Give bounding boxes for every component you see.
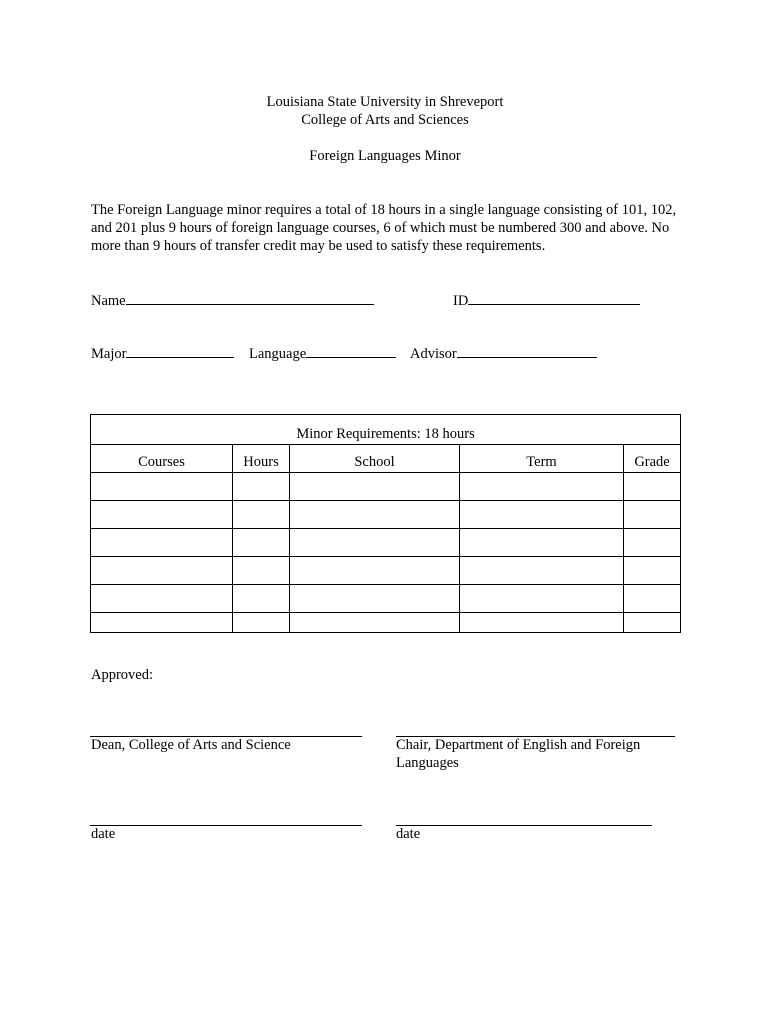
table-cell[interactable] xyxy=(460,557,624,585)
table-cell[interactable] xyxy=(91,529,233,557)
table-cell[interactable] xyxy=(290,557,460,585)
id-label: ID xyxy=(453,293,469,309)
table-cell[interactable] xyxy=(290,473,460,501)
column-header-hours: Hours xyxy=(233,445,290,473)
language-label: Language xyxy=(249,346,307,362)
language-field[interactable] xyxy=(249,343,396,363)
table-title: Minor Requirements: 18 hours xyxy=(91,415,681,445)
chair-date-label: date xyxy=(396,826,421,842)
table-row xyxy=(91,613,681,633)
table-cell[interactable] xyxy=(233,585,290,613)
college-name: College of Arts and Sciences xyxy=(301,112,469,128)
advisor-label: Advisor xyxy=(410,346,457,362)
major-field[interactable] xyxy=(91,343,234,363)
table-cell[interactable] xyxy=(290,613,460,633)
table-cell[interactable] xyxy=(233,501,290,529)
column-header-term: Term xyxy=(460,445,624,473)
table-cell[interactable] xyxy=(460,501,624,529)
table-cell[interactable] xyxy=(624,473,681,501)
table-cell[interactable] xyxy=(290,585,460,613)
name-field[interactable] xyxy=(91,290,374,310)
table-cell[interactable] xyxy=(91,613,233,633)
name-label: Name xyxy=(91,293,126,309)
university-name: Louisiana State University in Shreveport xyxy=(266,94,504,110)
table-cell[interactable] xyxy=(233,557,290,585)
table-cell[interactable] xyxy=(624,501,681,529)
table-cell[interactable] xyxy=(624,613,681,633)
column-header-school: School xyxy=(290,445,460,473)
requirements-table xyxy=(90,414,681,633)
id-input-line[interactable] xyxy=(468,290,640,305)
intro-paragraph: The Foreign Language minor requires a total of 18 hours in a single language consisting of 101, 102, and 201 plus 9 hours of foreign language courses, 6 of which must be numbered 300 and above. No more than 9 hours of transfer credit may be used to satisfy these requirements. xyxy=(91,202,677,254)
table-row xyxy=(91,557,681,585)
table-cell[interactable] xyxy=(290,501,460,529)
table-cell[interactable] xyxy=(460,585,624,613)
table-cell[interactable] xyxy=(290,529,460,557)
id-field[interactable] xyxy=(453,290,640,310)
table-cell[interactable] xyxy=(91,585,233,613)
table-cell[interactable] xyxy=(624,585,681,613)
table-cell[interactable] xyxy=(91,501,233,529)
table-cell[interactable] xyxy=(460,529,624,557)
advisor-input-line[interactable] xyxy=(457,343,597,358)
form-title: Foreign Languages Minor xyxy=(309,148,461,164)
table-cell[interactable] xyxy=(460,613,624,633)
table-cell[interactable] xyxy=(91,557,233,585)
chair-date-line[interactable] xyxy=(396,825,652,826)
table-cell[interactable] xyxy=(91,473,233,501)
table-cell[interactable] xyxy=(624,529,681,557)
column-header-grade: Grade xyxy=(624,445,681,473)
table-row xyxy=(91,501,681,529)
dean-date-line[interactable] xyxy=(90,825,362,826)
table-cell[interactable] xyxy=(233,529,290,557)
table-cell[interactable] xyxy=(624,557,681,585)
chair-label-line2: Languages xyxy=(396,755,459,771)
name-input-line[interactable] xyxy=(126,290,374,305)
table-row xyxy=(91,473,681,501)
major-input-line[interactable] xyxy=(126,343,234,358)
table-row xyxy=(91,585,681,613)
approved-label: Approved: xyxy=(91,667,154,683)
table-cell[interactable] xyxy=(460,473,624,501)
table-cell[interactable] xyxy=(233,613,290,633)
advisor-field[interactable] xyxy=(410,343,597,363)
language-input-line[interactable] xyxy=(306,343,396,358)
column-header-courses: Courses xyxy=(91,445,233,473)
dean-date-label: date xyxy=(91,826,116,842)
major-label: Major xyxy=(91,346,127,362)
table-cell[interactable] xyxy=(233,473,290,501)
dean-label: Dean, College of Arts and Science xyxy=(91,737,291,753)
chair-label-line1: Chair, Department of English and Foreign xyxy=(396,737,641,753)
table-row xyxy=(91,529,681,557)
